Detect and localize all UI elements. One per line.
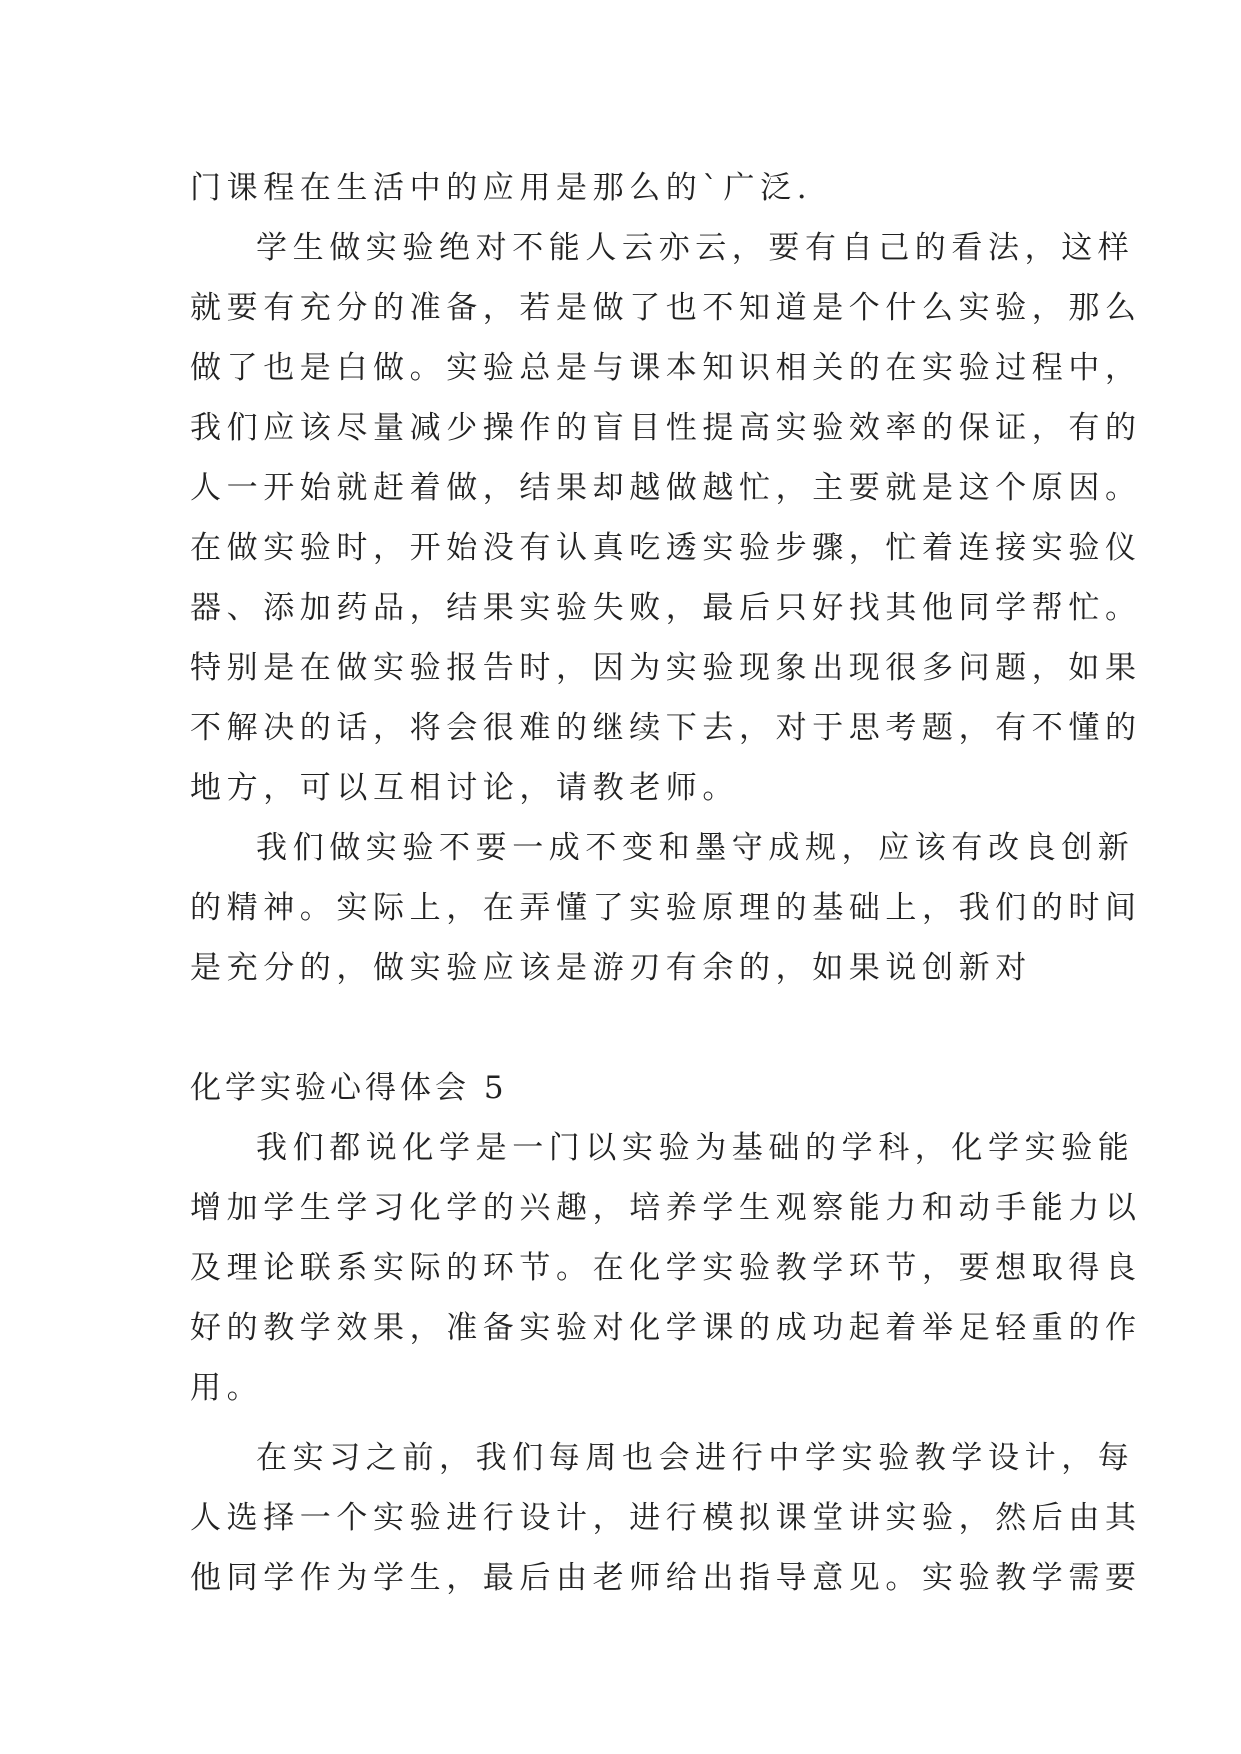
paragraph-line: 用。 (190, 1370, 264, 1406)
paragraph-line: 人一开始就赶着做，结果却越做越忙，主要就是这个原因。 (190, 470, 1142, 506)
paragraph-line: 好的教学效果，准备实验对化学课的成功起着举足轻重的作 (190, 1310, 1142, 1346)
paragraph-line: 就要有充分的准备，若是做了也不知道是个什么实验，那么 (190, 290, 1142, 326)
intro-line: 门课程在生活中的应用是那么的`广泛. (190, 170, 813, 206)
paragraph-line: 是充分的，做实验应该是游刃有余的，如果说创新对 (190, 950, 1032, 986)
paragraph-line: 学生做实验绝对不能人云亦云，要有自己的看法，这样 (256, 230, 1135, 266)
paragraph-line: 我们做实验不要一成不变和墨守成规，应该有改良创新 (256, 830, 1135, 866)
paragraph-line: 在实习之前，我们每周也会进行中学实验教学设计，每 (256, 1440, 1135, 1476)
paragraph-line: 及理论联系实际的环节。在化学实验教学环节，要想取得良 (190, 1250, 1142, 1286)
paragraph-line: 的精神。实际上，在弄懂了实验原理的基础上，我们的时间 (190, 890, 1142, 926)
paragraph-line: 他同学作为学生，最后由老师给出指导意见。实验教学需要 (190, 1560, 1142, 1596)
paragraph-line: 不解决的话，将会很难的继续下去，对于思考题，有不懂的 (190, 710, 1142, 746)
paragraph-line: 特别是在做实验报告时，因为实验现象出现很多问题，如果 (190, 650, 1142, 686)
section-heading: 化学实验心得体会 5 (190, 1070, 508, 1106)
paragraph-line: 人选择一个实验进行设计，进行模拟课堂讲实验，然后由其 (190, 1500, 1142, 1536)
paragraph-line: 增加学生学习化学的兴趣，培养学生观察能力和动手能力以 (190, 1190, 1142, 1226)
paragraph-line: 地方，可以互相讨论，请教老师。 (190, 770, 739, 806)
paragraph-line: 做了也是白做。实验总是与课本知识相关的在实验过程中， (190, 350, 1142, 386)
paragraph-line: 我们应该尽量减少操作的盲目性提高实验效率的保证，有的 (190, 410, 1142, 446)
paragraph-line: 我们都说化学是一门以实验为基础的学科，化学实验能 (256, 1130, 1135, 1166)
paragraph-line: 器、添加药品，结果实验失败，最后只好找其他同学帮忙。 (190, 590, 1142, 626)
paragraph-line: 在做实验时，开始没有认真吃透实验步骤，忙着连接实验仪 (190, 530, 1142, 566)
